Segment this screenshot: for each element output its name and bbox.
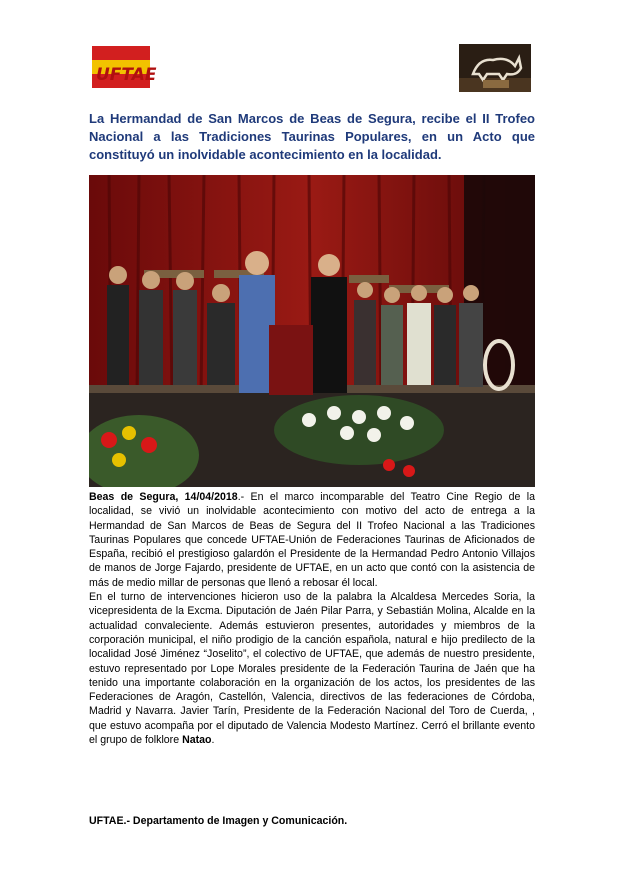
dateline: Beas de Segura, 14/04/2018 [89,491,238,503]
paragraph-2-text: En el turno de intervenciones hicieron uso de la palabra la Alcaldesa Mercedes Soria, la vicepresidenta de la Excma. Diputación de Jaén Pilar Parra, y Sebastián Molina, Alcalde en la actualidad convaleciente. Además estuvieron presentes, autoridades y miembros de la corporación municipal, el niño prodigio de la canción española, natural e hijo predilecto de la localidad José Jiménez “Joselito”, el colectivo de UFTAE, que además de nuestro presidente, estuvo representado por Lope Morales presidente de la Federación Taurina de Jaén que ha tenido una importante colaboración en la organización de los actos, los presidentes de las Federaciones de Aragón, Castellón, Valencia, directivos de las federaciones de Córdoba, Madrid y Navarra. Javier Tarín, Presidente de la Federación Nacional del Toro de Cuerda, , que estuvo acompaña por el diputado de Valencia Modesto Martínez. Cerró el brillante evento el grupo de folklore [89,591,535,747]
uftae-logo [90,44,162,92]
footer-signature: UFTAE.- Departamento de Imagen y Comunicación. [89,815,348,827]
paragraph-2 [89,590,535,747]
paragraph-2-end: . [211,734,215,747]
group-name: Natao [182,734,212,747]
event-photo [89,175,535,487]
trophy-logo [459,44,531,92]
paragraph-1 [89,490,535,590]
logo-text: UFTAE [96,65,157,85]
paragraph-1-text: .- En el marco incomparable del Teatro Cine Regio de la localidad, se vivió un inolvidable acontecimiento con motivo del acto de entrega a la Hermandad de San Marcos de Beas de Segura del II Trofeo Nacional a las Tradiciones Taurinas Populares que concede UFTAE-Unión de Federaciones Taurinas de Aficionados de España, recibió el prestigioso galardón el Presidente de la Hermandad Pedro Antonio Villajos de manos de Jorge Fajardo, presidente de UFTAE, en un acto que contó con la asistencia de más de medio millar de personas que llenó a rebosar él local. [89,491,535,589]
headline: La Hermandad de San Marcos de Beas de Segura, recibe el II Trofeo Nacional a las Tradiciones Taurinas Populares, en un Acto que constituyó un inolvidable acontecimiento en la localidad. [89,111,535,162]
article-body [89,490,535,747]
